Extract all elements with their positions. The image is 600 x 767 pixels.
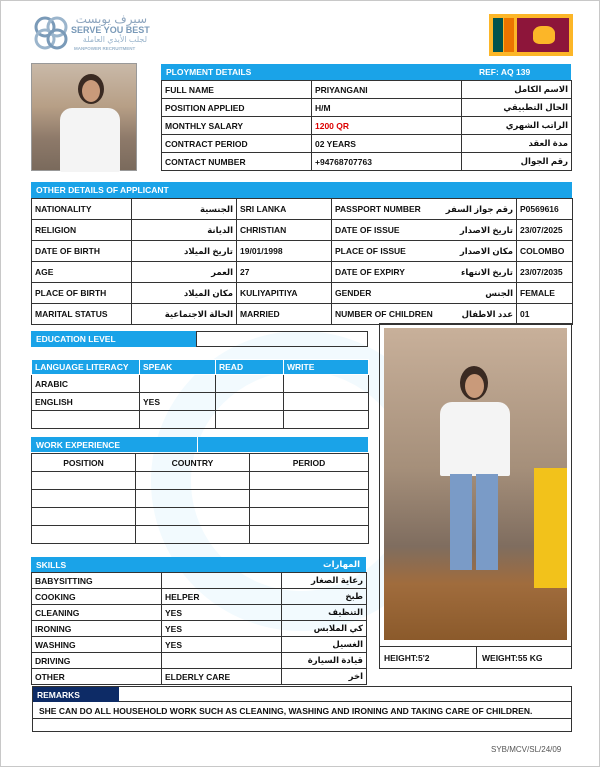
write-header: WRITE	[284, 360, 369, 375]
language-read	[216, 375, 284, 393]
other-row	[32, 220, 573, 241]
work-row	[32, 508, 369, 526]
work-row	[32, 490, 369, 508]
other-row	[32, 304, 573, 325]
employment-value: H/M	[312, 99, 462, 117]
remarks-text: SHE CAN DO ALL HOUSEHOLD WORK SUCH AS CLEANING, WASHING AND IRONING AND TAKING CARE OF CHILDREN.	[39, 706, 533, 716]
employment-row	[162, 81, 572, 99]
employment-label-ar: الراتب الشهري	[462, 117, 572, 135]
education-title: EDUCATION LEVEL	[36, 334, 116, 344]
employment-label: POSITION APPLIED	[162, 99, 312, 117]
language-read	[216, 393, 284, 411]
skill-name-ar: قيادة السيارة	[282, 653, 367, 669]
work-row	[32, 526, 369, 544]
skill-name: IRONING	[32, 621, 162, 637]
other-label: PLACE OF ISSUE	[332, 241, 437, 262]
employment-value: +94768707763	[312, 153, 462, 171]
employment-row	[162, 117, 572, 135]
skill-row	[32, 589, 367, 605]
applicant-photo-frame	[379, 323, 572, 669]
other-row	[32, 241, 573, 262]
other-label: NATIONALITY	[32, 199, 132, 220]
language-table	[31, 359, 369, 429]
language-header-row	[32, 360, 369, 375]
other-value: 19/01/1998	[237, 241, 332, 262]
other-label: PLACE OF BIRTH	[32, 283, 132, 304]
other-label: DATE OF BIRTH	[32, 241, 132, 262]
employment-label-ar: مدة العقد	[462, 135, 572, 153]
applicant-photo-large	[384, 328, 567, 640]
other-value: MARRIED	[237, 304, 332, 325]
employment-header	[161, 64, 571, 80]
other-value: KULIYAPITIYA	[237, 283, 332, 304]
skill-value: YES	[162, 605, 282, 621]
remarks-divider	[33, 718, 571, 719]
language-read	[216, 411, 284, 429]
language-name: ENGLISH	[32, 393, 140, 411]
employment-label-ar: الاسم الكامل	[462, 81, 572, 99]
other-label-ar: تاريخ الميلاد	[132, 241, 237, 262]
work-row	[32, 472, 369, 490]
language-write	[284, 393, 369, 411]
language-row	[32, 393, 369, 411]
skill-row	[32, 669, 367, 685]
company-name-en: SERVE YOU BEST	[71, 25, 150, 35]
education-header	[31, 331, 196, 347]
skill-value: HELPER	[162, 589, 282, 605]
logo-knot-icon	[31, 13, 71, 53]
employment-row	[162, 153, 572, 171]
other-value: 27	[237, 262, 332, 283]
education-value-cell	[196, 331, 368, 347]
other-label-ar: مكان الاصدار	[437, 241, 517, 262]
language-speak	[140, 375, 216, 393]
other-label-ar: تاريخ الاصدار	[437, 220, 517, 241]
remarks-box	[32, 686, 572, 732]
other-value: 23/07/2035	[517, 262, 573, 283]
other-label: NUMBER OF CHILDREN	[332, 304, 437, 325]
skill-name-ar: طبخ	[282, 589, 367, 605]
other-row	[32, 199, 573, 220]
skill-name: WASHING	[32, 637, 162, 653]
employment-value: 02 YEARS	[312, 135, 462, 153]
skills-title-ar: المهارات	[323, 559, 360, 569]
other-value: COLOMBO	[517, 241, 573, 262]
other-label: MARITAL STATUS	[32, 304, 132, 325]
weight-label: WEIGHT:55 KG	[482, 653, 543, 663]
skill-row	[32, 605, 367, 621]
ref-number: REF: AQ 139	[479, 67, 531, 77]
other-label-ar: العمر	[132, 262, 237, 283]
other-label-ar: رقم جواز السفر	[437, 199, 517, 220]
employment-value: PRIYANGANI	[312, 81, 462, 99]
remarks-header-line	[119, 687, 571, 702]
work-header-row	[32, 454, 369, 472]
skills-title: SKILLS	[36, 560, 67, 570]
other-label: DATE OF ISSUE	[332, 220, 437, 241]
period-header: PERIOD	[250, 454, 369, 472]
skill-name: COOKING	[32, 589, 162, 605]
other-details-header	[31, 182, 572, 198]
skill-name: BABYSITTING	[32, 573, 162, 589]
skill-name-ar: الغسيل	[282, 637, 367, 653]
skill-name: OTHER	[32, 669, 162, 685]
position-header: POSITION	[32, 454, 136, 472]
other-details-title: OTHER DETAILS OF APPLICANT	[36, 185, 169, 195]
company-name-ar: سيرف يوبست	[75, 12, 147, 26]
employment-label: MONTHLY SALARY	[162, 117, 312, 135]
skill-value: ELDERLY CARE	[162, 669, 282, 685]
other-label-ar: مكان الميلاد	[132, 283, 237, 304]
language-speak: YES	[140, 393, 216, 411]
other-label-ar: الحالة الاجتماعية	[132, 304, 237, 325]
language-speak	[140, 411, 216, 429]
company-sub-en: MANPOWER RECRUITMENT	[74, 46, 136, 51]
height-label: HEIGHT:5'2	[384, 653, 430, 663]
employment-row	[162, 99, 572, 117]
other-details-table	[31, 198, 573, 325]
work-title: WORK EXPERIENCE	[36, 440, 121, 450]
other-label-ar: الديانة	[132, 220, 237, 241]
other-label: AGE	[32, 262, 132, 283]
skill-row	[32, 653, 367, 669]
other-label: GENDER	[332, 283, 437, 304]
other-value: P0569616	[517, 199, 573, 220]
employment-label-ar: رقم الجوال	[462, 153, 572, 171]
skill-value	[162, 573, 282, 589]
company-sub-ar: لجلب الأيدي العاملة	[82, 35, 147, 44]
skills-table	[31, 572, 367, 685]
skill-name: CLEANING	[32, 605, 162, 621]
other-label: DATE OF EXPIRY	[332, 262, 437, 283]
other-label-ar: الجنس	[437, 283, 517, 304]
skill-value: YES	[162, 621, 282, 637]
employment-label: FULL NAME	[162, 81, 312, 99]
language-name: ARABIC	[32, 375, 140, 393]
other-row	[32, 262, 573, 283]
employment-label: CONTACT NUMBER	[162, 153, 312, 171]
language-header: LANGUAGE LITERACY	[32, 360, 140, 375]
photo-caption-row	[380, 646, 571, 668]
applicant-photo-small	[31, 63, 137, 171]
remarks-title: REMARKS	[37, 690, 80, 700]
other-value: 23/07/2025	[517, 220, 573, 241]
skill-value: YES	[162, 637, 282, 653]
skill-name-ar: اخر	[282, 669, 367, 685]
skill-name-ar: رعاية الصغار	[282, 573, 367, 589]
other-label: PASSPORT NUMBER	[332, 199, 437, 220]
sri-lanka-flag-icon	[489, 14, 573, 56]
employment-table	[161, 80, 572, 171]
skill-row	[32, 637, 367, 653]
skill-name-ar: التنظيف	[282, 605, 367, 621]
remarks-header	[33, 687, 119, 702]
other-label-ar: تاريخ الانتهاء	[437, 262, 517, 283]
language-write	[284, 411, 369, 429]
language-row	[32, 375, 369, 393]
work-header	[31, 437, 197, 452]
skill-value	[162, 653, 282, 669]
skill-row	[32, 573, 367, 589]
skill-row	[32, 621, 367, 637]
other-value: CHRISTIAN	[237, 220, 332, 241]
salary-value: 1200 QR	[312, 117, 462, 135]
skill-name: DRIVING	[32, 653, 162, 669]
speak-header: SPEAK	[140, 360, 216, 375]
other-label-ar: الجنسية	[132, 199, 237, 220]
language-row	[32, 411, 369, 429]
read-header: READ	[216, 360, 284, 375]
language-write	[284, 375, 369, 393]
other-value: FEMALE	[517, 283, 573, 304]
other-row	[32, 283, 573, 304]
other-label-ar: عدد الاطفال	[437, 304, 517, 325]
caption-divider	[476, 647, 477, 669]
employment-row	[162, 135, 572, 153]
employment-label: CONTRACT PERIOD	[162, 135, 312, 153]
skills-header	[31, 557, 366, 572]
other-value: SRI LANKA	[237, 199, 332, 220]
other-value: 01	[517, 304, 573, 325]
employment-label-ar: الحال التطبيقي	[462, 99, 572, 117]
employment-title: PLOYMENT DETAILS	[166, 67, 252, 77]
skill-name-ar: كي الملابس	[282, 621, 367, 637]
other-label: RELIGION	[32, 220, 132, 241]
company-logo	[31, 13, 191, 55]
work-header-extension	[198, 437, 368, 452]
footer-code: SYB/MCV/SL/24/09	[491, 745, 562, 754]
country-header: COUNTRY	[136, 454, 250, 472]
language-name	[32, 411, 140, 429]
work-table	[31, 453, 369, 544]
